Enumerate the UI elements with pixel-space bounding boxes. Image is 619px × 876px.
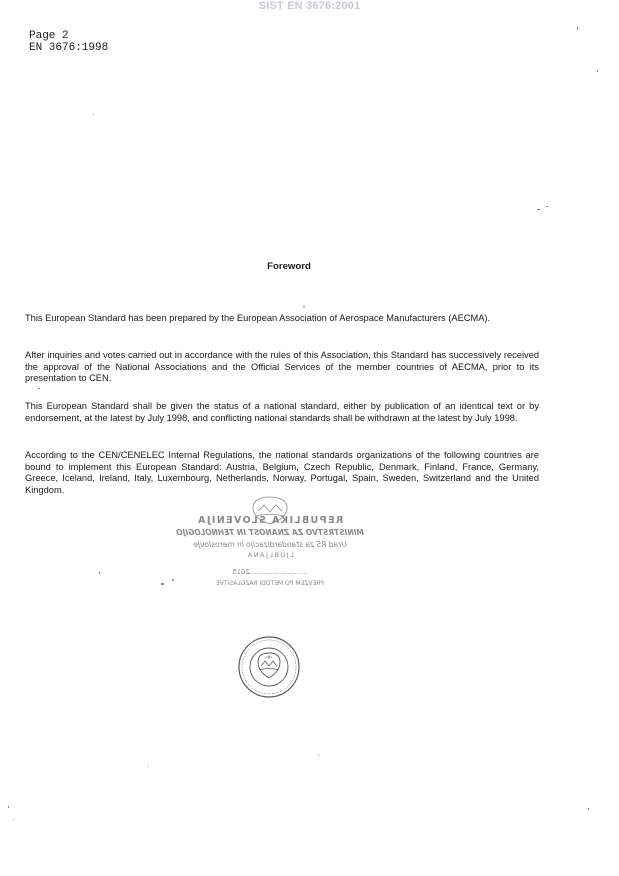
scan-speck (597, 70, 598, 72)
paragraph-preparation (25, 313, 539, 325)
paragraph-text: This European Standard shall be given the status of a national standard, either by publication of an identical text or by endorsement, at the latest by July 1998, and conflicting national standards shall be withdrawn at the latest by July 1998. (25, 401, 539, 423)
scan-speck (546, 206, 548, 207)
scan-speck (13, 819, 14, 820)
paragraph-text: This European Standard has been prepared by the European Association of Aerospace Manufacturers (AECMA). (25, 313, 491, 323)
scan-speck (93, 114, 94, 115)
stamp-line-office: Urad RS za standardizacijo in meroslovje (193, 540, 347, 549)
paragraph-text: After inquiries and votes carried out in accordance with the rules of this Association, this Standard has successively received the approval of the National Associations and the Official Services of the member countries of AECMA, prior to its presentation to CEN. (25, 350, 539, 384)
national-stamp-mirrored (150, 495, 390, 595)
scan-speck (303, 306, 305, 307)
stamp-line-city: LJUBLJANA (246, 551, 294, 559)
stamp-line-country: REPUBLIKA SLOVENIJA (196, 515, 344, 526)
scan-speck (588, 808, 589, 810)
paragraph-status (25, 401, 539, 424)
standard-number: EN 3676:1998 (29, 42, 109, 54)
paragraph-text: According to the CEN/CENELEC Internal Regulations, the national standards organizations of the following countries are bound to implement this European Standard: Austria, Belgium, Czech Republic, Denmark, Finland, France, Germany, Greece, Iceland, Ireland, Italy, Luxembourg, Netherlands, Norway, Portugal, Spain, Sweden, Switzerland and the United Kingdom. (25, 450, 539, 495)
page-header (29, 30, 108, 54)
scan-speck (148, 766, 149, 767)
page-number: Page 2 (29, 30, 69, 42)
scan-speck (172, 579, 174, 581)
section-title-foreword: Foreword (267, 261, 311, 272)
scan-speck (99, 572, 100, 574)
scan-speck (577, 27, 578, 30)
stamp-line-date: ..........................2015 (232, 568, 308, 576)
scan-speck (161, 583, 164, 585)
scan-speck (537, 209, 540, 210)
stamp-line-method: PREVZEM PO METODI RAZGLASITVE (215, 580, 325, 587)
scan-speck (318, 755, 319, 756)
scan-speck (8, 806, 9, 808)
paragraph-regulations (25, 450, 539, 496)
paragraph-approval (25, 350, 539, 385)
official-seal-icon (237, 635, 301, 699)
stamp-line-ministry: MINISTRSTVO ZA ZNANOST IN TEHNOLOGIJO (176, 528, 364, 537)
scan-speck (38, 388, 40, 389)
document-watermark: SIST EN 3676:2001 (258, 0, 361, 12)
